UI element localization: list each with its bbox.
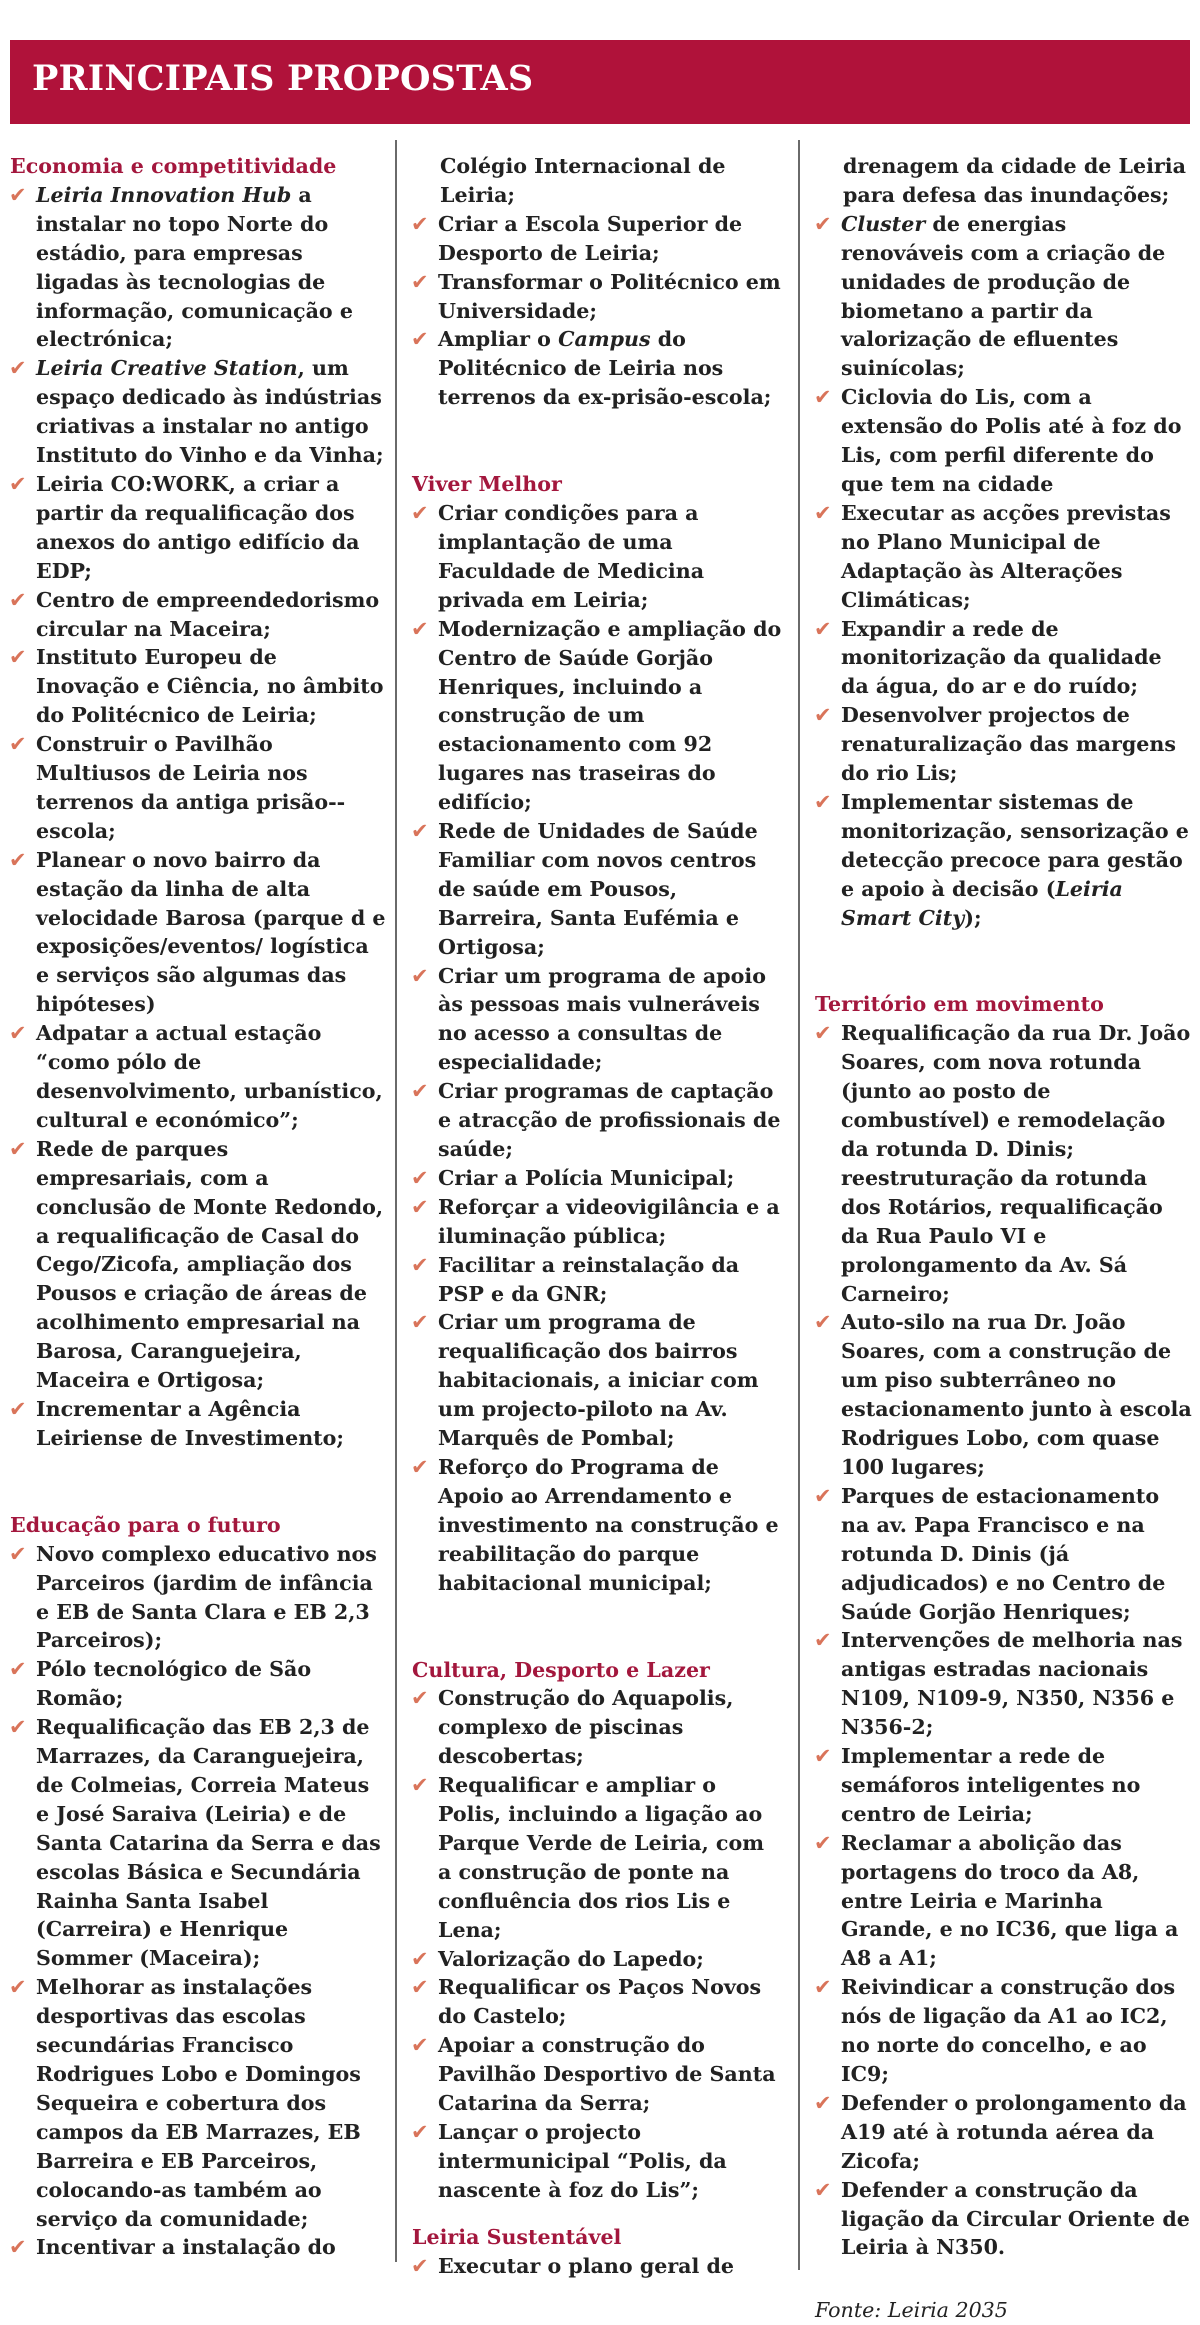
column-3	[815, 152, 1193, 2325]
list-item: ✔ Reforço do Programa de Apoio ao Arrendamento e investimento na construção e reabilitação do parque habitacional municipal;	[412, 1453, 784, 1598]
section-title-territorio: Território em movimento	[815, 992, 1104, 1017]
list-item: ✔ Executar as acções previstas no Plano Municipal de Adaptação às Alterações Climáticas;	[815, 499, 1193, 615]
list-item: ✔ Requalificar e ampliar o Polis, incluindo a ligação ao Parque Verde de Leiria, com a construção de ponte na confluência dos rios Lis e Lena;	[412, 1771, 784, 1944]
list-item: ✔ Leiria CO:WORK, a criar a partir da requalificação dos anexos do antigo edifício da EDP;	[10, 470, 386, 586]
header-banner	[10, 40, 1190, 124]
list-item: ✔ Requalificar os Paços Novos do Castelo;	[412, 1973, 784, 2031]
list-item: ✔ Transformar o Politécnico em Universidade;	[412, 268, 784, 326]
section-list-cultura	[412, 1684, 784, 2204]
list-item: ✔ Modernização e ampliação do Centro de Saúde Gorjão Henriques, incluindo a construção de um estacionamento com 92 lugares nas traseiras do edifício;	[412, 615, 784, 817]
page-title: PRINCIPAIS PROPOSTAS	[32, 58, 534, 99]
list-item: ✔ Incentivar a instalação do	[10, 2233, 386, 2262]
list-item: ✔ Rede de parques empresariais, com a conclusão de Monte Redondo, a requalificação de Casal do Cego/Zicofa, ampliação dos Pousos e criação de áreas de acolhimento empresarial na Barosa, Caranguejeira, Maceira e Ortigosa;	[10, 1135, 386, 1395]
section-list-territorio	[815, 1019, 1193, 2262]
section-list-educacao-cont	[412, 152, 784, 412]
list-item: ✔ Requalificação da rua Dr. João Soares, com nova rotunda (junto ao posto de combustível) e remodelação da rotunda D. Dinis; reestruturação da rotunda dos Rotários, requalificação da Rua Paulo VI e prolongamento da Av. Sá Carneiro;	[815, 1019, 1193, 1308]
list-item: ✔ Criar um programa de apoio às pessoas mais vulneráveis no acesso a consultas de especialidade;	[412, 962, 784, 1078]
list-item: ✔ Ampliar o Campus do Politécnico de Leiria nos terrenos da ex-prisão-escola;	[412, 325, 784, 412]
section-list-sustentavel	[412, 2252, 784, 2281]
list-item-continued: drenagem da cidade de Leiria para defesa das inundações;	[843, 154, 1186, 207]
list-item: ✔ Defender a construção da ligação da Circular Oriente de Leiria à N350.	[815, 2176, 1193, 2263]
section-title-economia: Economia e competitividade	[10, 154, 337, 178]
list-item: ✔ Reclamar a abolição das portagens do troco da A8, entre Leiria e Marinha Grande, e no IC36, que liga a A8 a A1;	[815, 1829, 1193, 1974]
list-item: ✔ Parques de estacionamento na av. Papa Francisco e na rotunda D. Dinis (já adjudicados) e no Centro de Saúde Gorjão Henriques;	[815, 1482, 1193, 1627]
list-item: ✔ Incrementar a Agência Leiriense de Investimento;	[10, 1395, 386, 1453]
list-item: ✔ Instituto Europeu de Inovação e Ciência, no âmbito do Politécnico de Leiria;	[10, 643, 386, 730]
list-item: ✔ Melhorar as instalações desportivas das escolas secundárias Francisco Rodrigues Lobo e Domingos Sequeira e cobertura dos campos da EB Marrazes, EB Barreira e EB Parceiros, colocando-as também ao serviço da comunidade;	[10, 1973, 386, 2233]
list-item: ✔ Valorização do Lapedo;	[412, 1945, 784, 1974]
list-item: ✔ Criar a Escola Superior de Desporto de Leiria;	[412, 210, 784, 268]
list-item: ✔ Executar o plano geral de	[412, 2252, 784, 2281]
list-item: ✔ Adpatar a actual estação “como pólo de desenvolvimento, urbanístico, cultural e económico”;	[10, 1019, 386, 1135]
list-item: ✔ Criar condições para a implantação de uma Faculdade de Medicina privada em Leiria;	[412, 499, 784, 615]
section-list-viver	[412, 499, 784, 1597]
list-item: ✔ Novo complexo educativo nos Parceiros (jardim de infância e EB de Santa Clara e EB 2,3 Parceiros);	[10, 1540, 386, 1656]
list-item: ✔ Leiria Innovation Hub a instalar no topo Norte do estádio, para empresas ligadas às tecnologias de informação, comunicação e electrónica;	[10, 181, 386, 354]
list-item: ✔ Reivindicar a construção dos nós de ligação da A1 ao IC2, no norte do concelho, e ao IC9;	[815, 1973, 1193, 2089]
list-item: ✔ Requalificação das EB 2,3 de Marrazes, da Caranguejeira, de Colmeias, Correia Mateus e José Saraiva (Leiria) e de Santa Catarina da Serra e das escolas Básica e Secundária Rainha Santa Isabel (Carreira) e Henrique Sommer (Maceira);	[10, 1713, 386, 1973]
list-item: ✔ Intervenções de melhoria nas antigas estradas nacionais N109, N109-9, N350, N356 e N356-2;	[815, 1626, 1193, 1742]
list-item: ✔ Reforçar a videovigilância e a iluminação pública;	[412, 1193, 784, 1251]
section-title-sustentavel: Leiria Sustentável	[412, 2224, 622, 2249]
section-list-educacao	[10, 1540, 386, 2263]
list-item: ✔ Pólo tecnológico de São Romão;	[10, 1655, 386, 1713]
source-credit: Fonte: Leiria 2035	[815, 2298, 1008, 2323]
list-item: ✔ Criar um programa de requalificação dos bairros habitacionais, a iniciar com um projecto-piloto na Av. Marquês de Pombal;	[412, 1308, 784, 1453]
list-item: ✔ Rede de Unidades de Saúde Familiar com novos centros de saúde em Pousos, Barreira, Santa Eufémia e Ortigosa;	[412, 817, 784, 962]
list-item: ✔ Desenvolver projectos de renaturalização das margens do rio Lis;	[815, 701, 1193, 788]
list-item: ✔ Leiria Creative Station, um espaço dedicado às indústrias criativas a instalar no antigo Instituto do Vinho e da Vinha;	[10, 354, 386, 470]
section-list-sustentavel-cont	[815, 152, 1193, 932]
list-item: ✔ Apoiar a construção do Pavilhão Desportivo de Santa Catarina da Serra;	[412, 2031, 784, 2118]
section-title-viver: Viver Melhor	[412, 472, 562, 497]
section-list-economia	[10, 181, 386, 1453]
list-item: ✔ Implementar sistemas de monitorização, sensorização e detecção precoce para gestão e apoio à decisão (Leiria Smart City);	[815, 788, 1193, 933]
list-item: ✔ Expandir a rede de monitorização da qualidade da água, do ar e do ruído;	[815, 615, 1193, 702]
list-item: ✔ Planear o novo bairro da estação da linha de alta velocidade Barosa (parque d e exposições/eventos/ logística e serviços são algumas das hipóteses)	[10, 846, 386, 1019]
list-item: ✔ Ciclovia do Lis, com a extensão do Polis até à foz do Lis, com perfil diferente do que tem na cidade	[815, 383, 1193, 499]
list-item: ✔ Auto-silo na rua Dr. João Soares, com a construção de um piso subterrâneo no estacionamento junto à escola Rodrigues Lobo, com quase 100 lugares;	[815, 1308, 1193, 1481]
list-item: ✔ Cluster de energias renováveis com a criação de unidades de produção de biometano a partir da valorização de efluentes suinícolas;	[815, 210, 1193, 383]
list-item: ✔ Criar a Polícia Municipal;	[412, 1164, 784, 1193]
list-item: ✔ Centro de empreendedorismo circular na Maceira;	[10, 586, 386, 644]
list-item: ✔ Implementar a rede de semáforos inteligentes no centro de Leiria;	[815, 1742, 1193, 1829]
column-2	[412, 152, 784, 2281]
list-item: ✔ Facilitar a reinstalação da PSP e da GNR;	[412, 1251, 784, 1309]
list-item: ✔ Lançar o projecto intermunicipal “Polis, da nascente à foz do Lis”;	[412, 2118, 784, 2205]
list-item: ✔ Defender o prolongamento da A19 até à rotunda aérea da Zicofa;	[815, 2089, 1193, 2176]
list-item: ✔ Construção do Aquapolis, complexo de piscinas descobertas;	[412, 1684, 784, 1771]
section-title-educacao: Educação para o futuro	[10, 1512, 281, 1537]
column-1	[10, 152, 386, 2262]
list-item: ✔ Construir o Pavilhão Multiusos de Leiria nos terrenos da antiga prisão--escola;	[10, 730, 386, 846]
column-divider	[395, 140, 397, 2262]
list-item-continued: Colégio Internacional de Leiria;	[440, 154, 726, 207]
column-divider	[798, 140, 800, 2270]
list-item: ✔ Criar programas de captação e atracção de profissionais de saúde;	[412, 1077, 784, 1164]
section-title-cultura: Cultura, Desporto e Lazer	[412, 1657, 710, 1682]
